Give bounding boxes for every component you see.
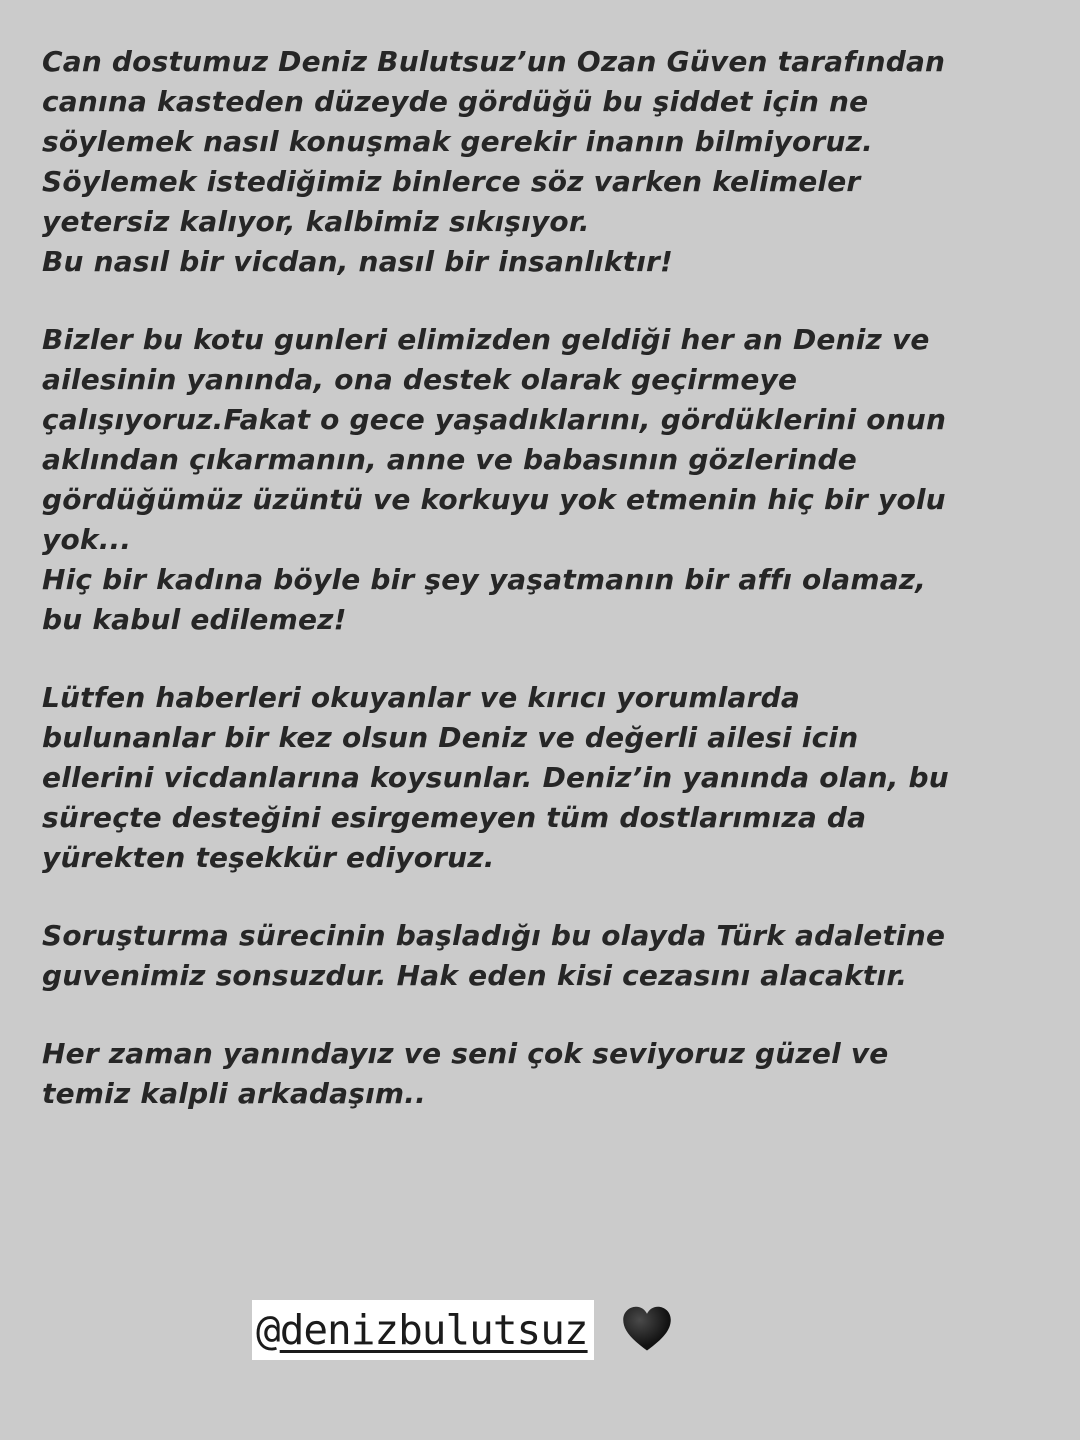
text-line: söylemek nasıl konuşmak gerekir inanın bilmiyoruz. (42, 125, 873, 158)
text-line: süreçte desteğini esirgemeyen tüm dostlarımıza da (42, 801, 867, 834)
text-line: yürekten teşekkür ediyoruz. (42, 841, 495, 874)
text-line: Hiç bir kadına böyle bir şey yaşatmanın bir affı olamaz, (42, 563, 927, 596)
mention-at-symbol: @ (256, 1306, 280, 1354)
text-line: aklından çıkarmanın, anne ve babasının gözlerinde (42, 443, 857, 476)
mention-sticker-denizbulutsuz[interactable] (252, 1300, 594, 1360)
text-line: ellerini vicdanlarına koysunlar. Deniz’in yanında olan, bu (42, 761, 949, 794)
text-line: Bizler bu kotu gunleri elimizden geldiği her an Deniz ve (42, 323, 930, 356)
mention-row (252, 1300, 674, 1360)
text-line: yetersiz kalıyor, kalbimiz sıkışıyor. (42, 205, 590, 238)
text-line: yok... (42, 523, 132, 556)
text-line: canına kasteden düzeyde gördüğü bu şiddet için ne (42, 85, 869, 118)
black-heart-icon (620, 1303, 674, 1357)
paragraph-4 (42, 916, 1072, 996)
paragraph-1 (42, 42, 1072, 282)
text-line: bu kabul edilemez! (42, 603, 347, 636)
text-line: çalışıyoruz.Fakat o gece yaşadıklarını, gördüklerini onun (42, 403, 947, 436)
text-line: Her zaman yanındayız ve seni çok seviyoruz güzel ve (42, 1037, 889, 1070)
text-line: Can dostumuz Deniz Bulutsuz’un Ozan Güven tarafından (42, 45, 946, 78)
text-line: ailesinin yanında, ona destek olarak geçirmeye (42, 363, 798, 396)
paragraph-5 (42, 1034, 1072, 1114)
story-text-message (42, 42, 1072, 1114)
text-line: bulunanlar bir kez olsun Deniz ve değerli ailesi icin (42, 721, 859, 754)
text-line: guvenimiz sonsuzdur. Hak eden kisi cezasını alacaktır. (42, 959, 908, 992)
mention-handle: denizbulutsuz (279, 1306, 588, 1354)
text-line: Soruşturma sürecinin başladığı bu olayda Türk adaletine (42, 919, 946, 952)
text-line: Bu nasıl bir vicdan, nasıl bir insanlıktır! (42, 245, 673, 278)
paragraph-3 (42, 678, 1072, 878)
text-line: Söylemek istediğimiz binlerce söz varken kelimeler (42, 165, 861, 198)
paragraph-2 (42, 320, 1072, 640)
text-line: gördüğümüz üzüntü ve korkuyu yok etmenin hiç bir yolu (42, 483, 946, 516)
text-line: Lütfen haberleri okuyanlar ve kırıcı yorumlarda (42, 681, 800, 714)
text-line: temiz kalpli arkadaşım.. (42, 1077, 426, 1110)
